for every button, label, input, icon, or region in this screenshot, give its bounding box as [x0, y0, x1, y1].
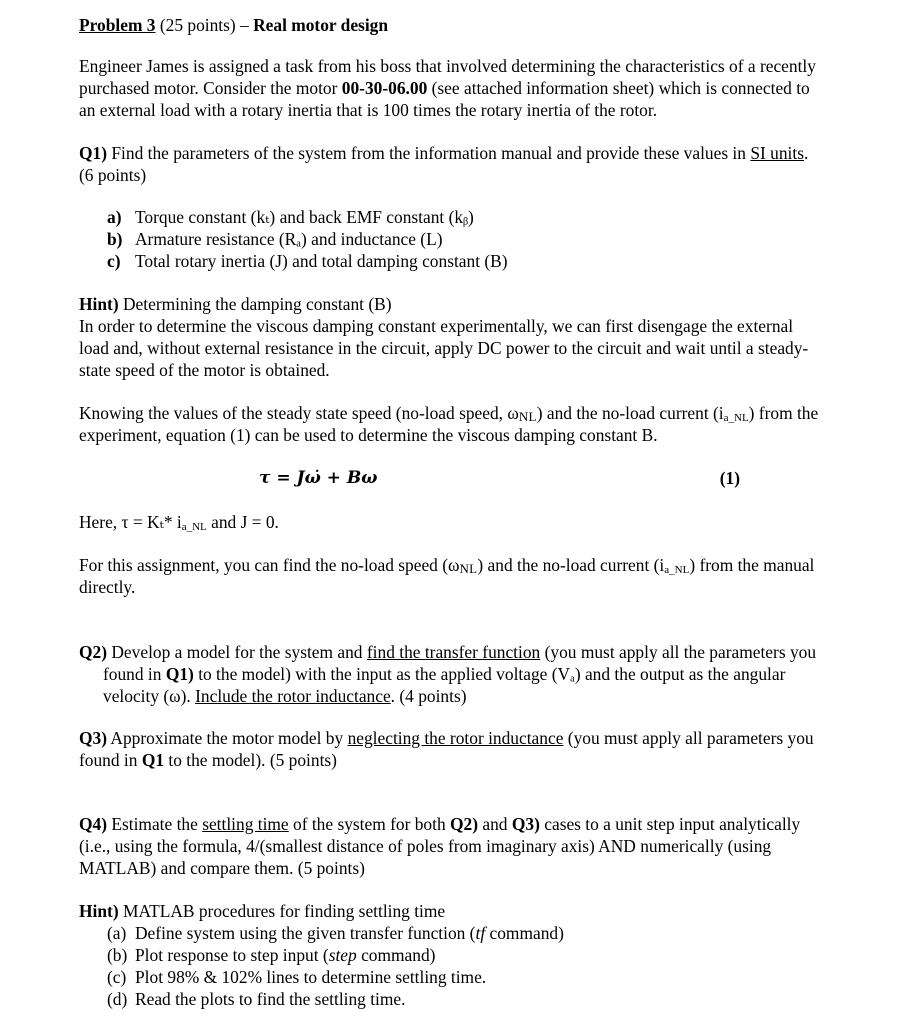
equation-number: (1) — [719, 468, 740, 488]
q1-list — [107, 206, 807, 272]
list-item: c) Total rotary inertia (J) and total damping constant (B) — [107, 251, 508, 271]
q2-question: Q2) Develop a model for the system and find the transfer function (you must apply all the parameters you found in Q1) to the model) with the input as the applied voltage (Vₐ) and the output as the angular velocity (ω). Include the rotor inductance. (4 points) — [79, 642, 817, 706]
equation: τ = Jω̇ + Bω — [259, 468, 378, 488]
hint1-heading: Hint) Determining the damping constant (B) — [79, 294, 392, 314]
motor-model: 00-30-06.00 — [341, 78, 428, 98]
list-item: (a) Define system using the given transfer function (tf command) — [107, 923, 564, 943]
list-item: (d) Read the plots to find the settling time. — [107, 989, 406, 1009]
hint1-paragraph: In order to determine the viscous damping constant experimentally, we can first disengage the external load and, without external resistance in the circuit, apply DC power to the circuit and wait until a steady-state speed of the motor is obtained. — [79, 316, 809, 380]
problem-number: Problem 3 — [79, 15, 156, 35]
q3-label: Q3) — [79, 728, 108, 748]
q1-question: Q1) Find the parameters of the system from the information manual and provide these values in SI units. (6 points) — [79, 143, 809, 185]
list-item: a) Torque constant (kₜ) and back EMF constant (kᵦ) — [107, 207, 474, 227]
problem-points: (25 points) – — [159, 15, 249, 35]
list-item: b) Armature resistance (Rₐ) and inductance (L) — [107, 229, 443, 249]
equation-row — [79, 467, 819, 491]
q4-label: Q4) — [79, 814, 108, 834]
problem-title — [79, 14, 819, 36]
hint2-heading: Hint) MATLAB procedures for finding settling time — [79, 901, 446, 921]
hint-label: Hint) — [79, 901, 119, 921]
manual-paragraph: For this assignment, you can find the no-load speed (ωNL) and the no-load current (ia_NL) from the manual directly. — [79, 555, 815, 597]
hint1-knowing-paragraph: Knowing the values of the steady state speed (no-load speed, ωNL) and the no-load current (ia_NL) from the experiment, equation (1) can be used to determine the viscous damping constant B. — [79, 403, 819, 445]
q4-question: Q4) Estimate the settling time of the system for both Q2) and Q3) cases to a unit step input analytically (i.e., using the formula, 4/(smallest distance of poles from imaginary axis) AND numerically (using MATLAB) and compare them. (5 points) — [79, 814, 801, 878]
list-item: (c) Plot 98% & 102% lines to determine settling time. — [107, 967, 487, 987]
list-item: (b) Plot response to step input (step command) — [107, 945, 436, 965]
q3-question: Q3) Approximate the motor model by neglecting the rotor inductance (you must apply all parameters you found in Q1 to the model). (5 points) — [79, 728, 814, 770]
q2-label: Q2) — [79, 642, 108, 662]
q1-label: Q1) — [79, 143, 108, 163]
intro-paragraph: Engineer James is assigned a task from his boss that involved determining the characteristics of a recently purchased motor. Consider the motor 00-30-06.00 (see attached information sheet) which is connected to an external load with a rotary inertia that is 100 times the rotary inertia of the rotor. — [79, 56, 816, 120]
problem-name: Real motor design — [253, 15, 389, 35]
here-line: Here, τ = Kₜ* ia_NL and J = 0. — [79, 512, 279, 533]
hint2-list — [107, 922, 807, 1010]
hint-label: Hint) — [79, 294, 119, 314]
